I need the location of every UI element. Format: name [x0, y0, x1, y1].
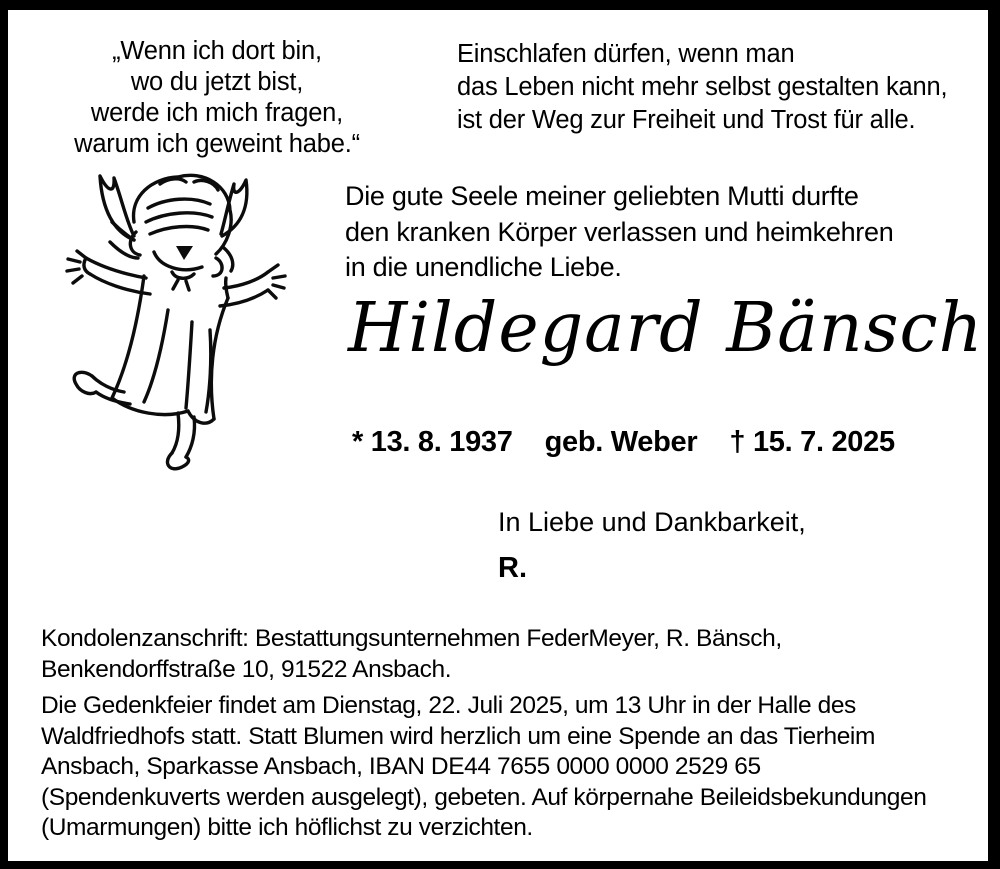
memorial-info — [41, 691, 981, 844]
quote-right-line: ist der Weg zur Freiheit und Trost für alle. — [457, 106, 916, 134]
angel-icon — [63, 170, 295, 480]
birth-date: * 13. 8. 1937 — [352, 426, 513, 458]
quote-left-line: werde ich mich fragen, — [90, 99, 344, 127]
quote-left-line: warum ich geweint habe.“ — [74, 130, 360, 158]
intro-text — [345, 179, 893, 286]
maiden-name: geb. Weber — [544, 426, 698, 458]
life-dates — [352, 426, 895, 459]
intro-line: den kranken Körper verlassen und heimkehren — [345, 216, 894, 247]
bottom-info — [41, 623, 981, 844]
memorial-line: Die Gedenkfeier findet am Dienstag, 22. Juli 2025, um 13 Uhr in der Halle des — [41, 692, 856, 719]
memorial-line: (Umarmungen) bitte ich höflichst zu verzichten. — [41, 814, 533, 841]
quote-right-line: Einschlafen dürfen, wenn man — [457, 40, 795, 68]
quote-left — [36, 36, 398, 160]
intro-line: Die gute Seele meiner geliebten Mutti durfte — [345, 181, 859, 211]
deceased-name: Hildegard Bänsch — [348, 289, 984, 368]
signature: R. — [498, 552, 527, 584]
quote-left-line: „Wenn ich dort bin, — [112, 37, 322, 65]
memorial-line: (Spendenkuverts werden ausgelegt), gebeten. Auf körpernahe Beileidsbekundungen — [41, 783, 927, 811]
condolence-line: Kondolenzanschrift: Bestattungsunternehmen FederMeyer, R. Bänsch, — [41, 625, 782, 652]
closing-block — [498, 506, 806, 585]
memorial-line: Waldfriedhofs statt. Statt Blumen wird herzlich um eine Spende an das Tierheim — [41, 722, 875, 750]
condolence-address — [41, 623, 981, 685]
condolence-line: Benkendorffstraße 10, 91522 Ansbach. — [41, 656, 452, 683]
quote-right-line: das Leben nicht mehr selbst gestalten kann, — [457, 73, 948, 101]
death-date: † 15. 7. 2025 — [729, 426, 895, 458]
farewell-text: In Liebe und Dankbarkeit, — [498, 507, 806, 537]
quote-left-line: wo du jetzt bist, — [130, 68, 304, 96]
intro-line: in die unendliche Liebe. — [345, 252, 622, 282]
quote-right — [457, 38, 947, 137]
obituary-notice — [8, 10, 988, 861]
memorial-line: Ansbach, Sparkasse Ansbach, IBAN DE44 7655 0000 0000 2529 65 — [41, 753, 761, 780]
